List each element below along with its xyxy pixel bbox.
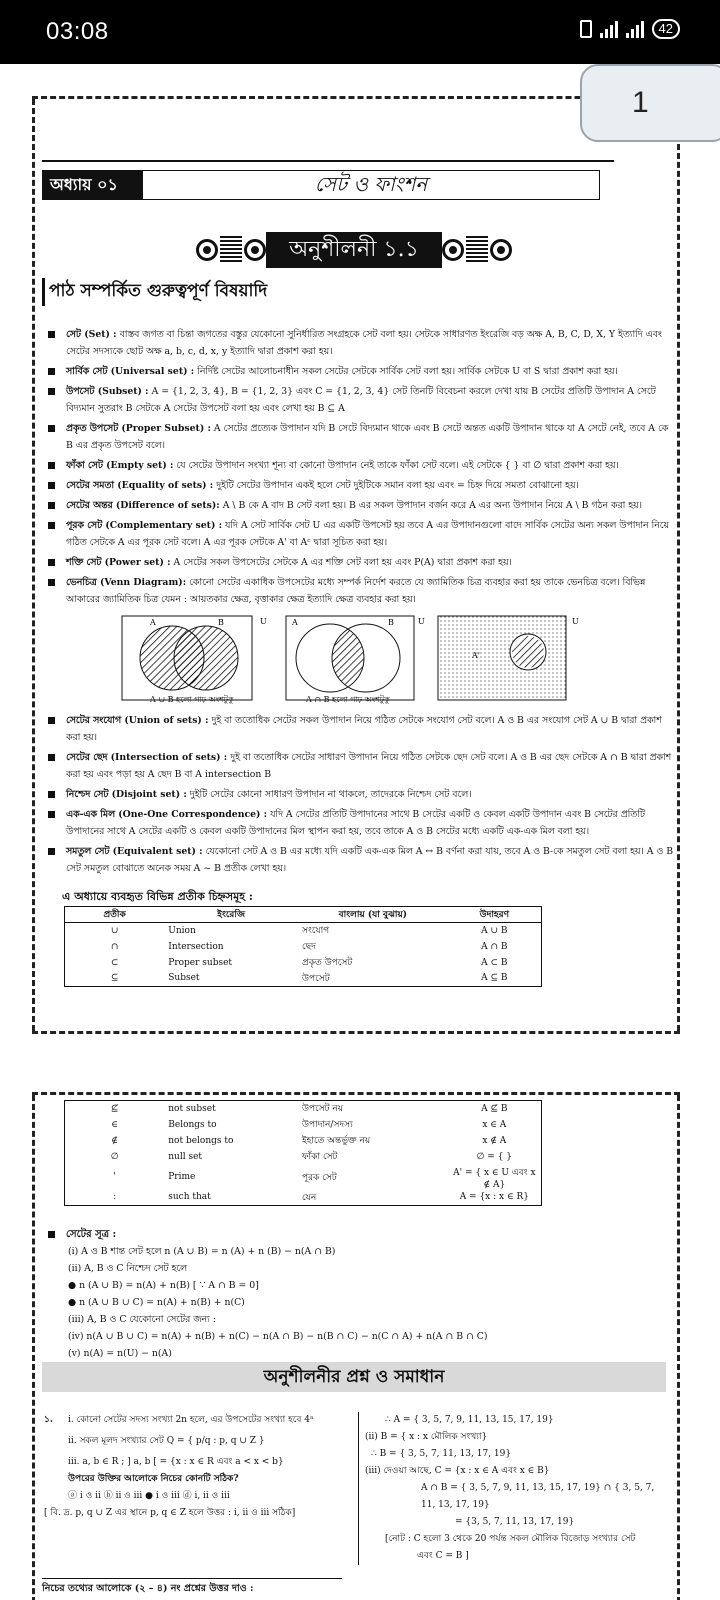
- formula-line: (iv) n(A ∪ B ∪ C) = n(A) + n(B) + n(C) − n(A ∩ B) − n(B ∩ C) − n(C ∩ A) + n(A ∩ B ∩ C): [68, 1331, 488, 1342]
- definition-item: সেটের সমতা (Equality of sets) : দুইটি সেটের উপাদান একই হলে সেট দুইটিকে সমান বলা হয় এবং = চিহ্ন দিয়ে সমতা বোঝানো হয়।: [42, 477, 678, 494]
- definitions-list-2: [42, 712, 678, 880]
- solution-line: (ii) B = { x : x মৌলিক সংখ্যা}: [365, 1432, 488, 1442]
- question-line: iii. a, b ∈ R ; ] a, b [ = {x : x ∈ R এবং a < x < b}: [68, 1457, 284, 1467]
- signal-icon-2: [626, 20, 644, 38]
- banner-ornament-right: [442, 236, 512, 264]
- venn-complement-set-a: [512, 636, 544, 668]
- symbols-table: [64, 906, 542, 987]
- definition-item: সেট (Set) : বাস্তব জগত বা চিন্তা জগতের বস্তুর যেকোনো সুনির্ধারিত সংগ্রহকে সেট বলা হয়। সেটকে সাধারণত ইংরেজি বড় অক্ষ A, B, C, D, X, Y ইত্যাদি এবং সেটের সদস্যকে ছোট অক্ষ a, b, c, d, x, y ইত্যাদি দ্বারা প্রকাশ করা হয়।: [42, 326, 678, 360]
- battery-icon: 42: [652, 19, 680, 39]
- symbols-title: এ অধ্যায়ে ব্যবহৃত বিভিন্ন প্রতীক চিহ্নসমূহ :: [62, 890, 253, 903]
- definition-item: সেটের সংযোগ (Union of sets) : দুই বা ততোধিক সেটের সকল উপাদান নিয়ে গঠিত সেটকে সংযোগ সেট বলে। A ও B এর সংযোগ সেট A ∪ B দ্বারা প্রকাশ করা হয়।: [42, 712, 678, 746]
- definition-item: উপসেট (Subset) : A = {1, 2, 3, 4}, B = {1, 2, 3} এবং C = {1, 2, 3, 4} সেট তিনটি বিবেচনা করলে দেখা যায় B সেটের প্রতিটি উপাদান A সেটে বিদ্যমান সুতরাং B সেটকে A সেটের উপসেট বলা হয় এবং লেখা হয় B ⊆ A: [42, 383, 678, 417]
- formula-line: ● n (A ∪ B ∪ C) = n(A) + n(B) + n(C): [68, 1297, 245, 1308]
- question-line: ii. সকল মূলদ সংখ্যার সেট Q = { p/q : p, q ∪ Z }: [68, 1436, 265, 1446]
- venn-intersection-label-b: B: [388, 618, 394, 627]
- definition-item: পূরক সেট (Complementary set) : যদি A সেট সার্বিক সেট U এর একটি উপসেট হয় তবে A এর উপাদানগুলো বাদে সার্বিক সেটের অন্য সকল উপাদান নিয়ে গঠিত সেটকে A এর পূরক সেট বলে। A এর পূরক সেটকে A' বা Aᶜ দ্বারা সূচিত করা হয়।: [42, 517, 678, 551]
- venn-union-set-b: [174, 626, 238, 690]
- table-row: ∅ null set ফাঁকা সেট ∅ = { }: [110, 1151, 513, 1162]
- table-row: ∪ Union সংযোগ A ∪ B: [110, 925, 508, 937]
- venn-complement-label: A': [472, 651, 480, 660]
- solution-line: ∴ B = { 3, 5, 7, 11, 13, 17, 19}: [371, 1449, 512, 1459]
- banner-ornament-left: [196, 236, 266, 264]
- question-number: ১.: [44, 1415, 53, 1425]
- table-row: ' Prime পূরক সেট A' = { x ∈ U এবং x ∉ A}: [113, 1167, 536, 1190]
- table-header: বাংলায় (যা বুঝায়): [298, 907, 448, 923]
- qa-heading: অনুশীলনীর প্রশ্ন ও সমাধান: [42, 1362, 666, 1392]
- table-header-row: [65, 907, 542, 923]
- venn-complement-label-u: U: [572, 617, 579, 626]
- definitions-list: [42, 326, 678, 611]
- definition-item: সেটের অন্তর (Difference of sets): A \ B কে A বাদ B সেট বলা হয়। B এর সকল উপাদান বর্জন করে A এর অন্য উপাদান নিয়ে A \ B গঠন করা হয়।: [42, 497, 678, 514]
- definition-item: সমতুল সেট (Equivalent set) : যেকোনো সেট A ও B এর মধ্যে যদি একটি এক-এক মিল A ↔ B বর্ণনা করা যায়, তবে A ও B-কে সমতুল সেট বলা হয়। A ও B সেট সমতুল বোঝাতে অনেক সময় A ~ B প্রতীক লেখা হয়।: [42, 843, 678, 877]
- definition-item: সার্বিক সেট (Universal set) : নির্দিষ্ট সেটের আলোচনাধীন সকল সেটের সেটকে সার্বিক সেট বলা হয়। সার্বিক সেটকে U বা S দ্বারা প্রকাশ করা হয়।: [42, 363, 678, 380]
- table-row: ⊈ not subset উপসেট নয় A ⊈ B: [110, 1103, 508, 1115]
- solution-line: A ∩ B = { 3, 5, 7, 9, 11, 13, 15, 17, 19} ∩ { 3, 5, 7, 11, 13, 17, 19}: [421, 1483, 655, 1510]
- definition-item: সেটের ছেদ (Intersection of sets) : দুই বা ততোধিক সেটের সাধারণ উপাদান নিয়ে গঠিত সেটকে ছেদ সেট বলে। A ও B এর ছেদ সেটকে A ∩ B দ্বারা প্রকাশ করা হয় এবং পড়া হয় A ছেদ B বা A intersection B: [42, 749, 678, 783]
- table-row: ⊆ Subset উপসেট A ⊆ B: [110, 973, 508, 984]
- solution-line: = {3, 5, 7, 11, 13, 17, 19}: [455, 1517, 575, 1527]
- answer-options: ⓐ i ও ii ⓑ ii ও iii ● i ও iii ⓓ i, ii ও iii: [68, 1491, 230, 1501]
- definition-item: ভেনচিত্র (Venn Diagram): কোনো সেটের একাধিক উপসেটের মধ্যে সম্পর্ক নির্দেশ করতে যে জ্যামিতিক চিত্র ব্যবহার করা হয় তাকে ভেনচিত্র বলে। বিভিন্ন আকারের জ্যামিতিক চিত্র যেমন : আয়তকার ক্ষেত্র, বৃত্তাকার ক্ষেত্র ইত্যাদি ক্ষেত্র ব্যবহার করা হয়।: [42, 574, 678, 608]
- chapter-title: সেট ও ফাংশন: [142, 170, 600, 200]
- venn-intersection-label-u: U: [418, 617, 425, 626]
- definition-item: শক্তি সেট (Power set) : A সেটের সকল উপসেটের সেটকে A এর শক্তি সেট বলা হয় এবং P(A) দ্বারা প্রকাশ করা হয়।: [42, 554, 678, 571]
- status-icons: [580, 19, 680, 39]
- question-note: [ বি. দ্র. p, q ∪ Z এর স্থানে p, q ∈ Z হলে উত্তর : i, ii ও iii সঠিক]: [44, 1508, 296, 1518]
- table-header: ইংরেজি: [164, 907, 298, 923]
- venn-caption-union: A ∪ B হলো গাঢ় অংশটুকু: [150, 695, 234, 704]
- chapter-header: [42, 160, 614, 198]
- question-block: [40, 1412, 356, 1522]
- definition-item: প্রকৃত উপসেট (Proper Subset) : A সেটের প্রত্যেক উপাদান যদি B সেটে বিদ্যমান থাকে এবং B সেটে অন্তত একটি উপাদান থাকে যা A সেটে নেই, তবে A কে B এর প্রকৃত উপসেট বলে।: [42, 420, 678, 454]
- definition-item: এক-এক মিল (One-One Correspondence) : যদি A সেটের প্রতিটি উপাদানের সাথে B সেটের একটি ও কেবল একটি উপাদান এবং B সেটের প্রতিটি উপাদানের সাথে A সেটের একটি ও কেবল একটি উপাদানের মিল স্থাপন করা হয়, তবে তাকে A ও B সেটের মধ্যে একটি এক-এক মিল বলা হয়।: [42, 806, 678, 840]
- solution-note: এবং C = B ]: [417, 1551, 469, 1561]
- formula-heading: সেটের সূত্র :: [42, 1226, 662, 1243]
- solution-line: ∴ A = { 3, 5, 7, 9, 11, 13, 15, 17, 19}: [385, 1415, 554, 1425]
- table-header: প্রতীক: [65, 907, 165, 923]
- solution-line: (iii) দেওয়া আছে, C = {x : x ∈ A এবং x ∈ B}: [365, 1466, 550, 1476]
- table-row: ∉ not belongs to ইহাতে অন্তর্ভুক্ত নয় x ∉ A: [111, 1135, 507, 1146]
- definition-item: ফাঁকা সেট (Empty set) : যে সেটের উপাদান সংখ্যা শূন্য বা কোনো উপাদান নেই তাকে ফাঁকা সেট বলে। এই সেটকে { } বা ∅ দ্বারা প্রকাশ করা হয়।: [42, 457, 678, 474]
- formula-line: (iii) A, B ও C যেকোনো সেটের জন্য :: [68, 1314, 216, 1325]
- set-formulas: [42, 1226, 662, 1362]
- next-questions-note: নিচের তথ্যের আলোকে (২ – ৪) নং প্রশ্নের উত্তর দাও :: [42, 1578, 342, 1597]
- venn-union-label-a: A: [150, 618, 156, 627]
- formula-line: ● n (A ∪ B) = n(A) + n(B) [ ∵ A ∩ B = 0]: [68, 1280, 259, 1291]
- exercise-banner: [196, 232, 512, 268]
- chapter-label: অধ্যায় ০১: [42, 170, 142, 200]
- formula-line: (i) A ও B শান্ত সেট হলে n (A ∪ B) = n (A) + n (B) − n(A ∩ B): [68, 1246, 336, 1257]
- signal-icon: [600, 20, 618, 38]
- vibrate-icon: [580, 20, 592, 38]
- section-heading: পাঠ সম্পর্কিত গুরুত্বপূর্ণ বিষয়াদি: [42, 278, 267, 306]
- table-row: : such that যেন A = {x : x ∈ R}: [113, 1192, 529, 1203]
- venn-diagrams: [120, 612, 590, 704]
- formula-line: (v) n(A) = n(U) − n(A): [68, 1348, 172, 1359]
- status-time: 03:08: [46, 18, 109, 45]
- question-line: উপরের উক্তির আলোকে নিচের কোনটি সঠিক?: [68, 1474, 239, 1484]
- table-row: ∩ Intersection ছেদ A ∩ B: [110, 941, 508, 952]
- solution-note: [নোট : C হলো 3 থেকে 20 পর্যন্ত সকল মৌলিক বিজোড় সংখ্যার সেট: [385, 1534, 636, 1544]
- formula-line: (ii) A, B ও C নিশ্চেদ সেট হলে: [68, 1263, 188, 1274]
- page-number: 1: [632, 86, 649, 119]
- page-number-badge: [580, 64, 720, 142]
- solution-block: [358, 1412, 670, 1565]
- status-bar: [0, 0, 720, 64]
- question-line: i. কোনো সেটের সদস্য সংখ্যা 2n হলে, এর উপসেটের সংখ্যা হবে 4ⁿ: [68, 1415, 314, 1425]
- exercise-title: অনুশীলনী ১.১: [266, 232, 442, 268]
- venn-caption-intersection: A ∩ B হলো গাঢ় অংশটুকু: [306, 695, 390, 704]
- venn-union-label-u: U: [260, 617, 267, 626]
- venn-union-label-b: B: [218, 618, 224, 627]
- symbols-table-continued: [64, 1100, 542, 1206]
- venn-complement-universe: [438, 616, 566, 700]
- table-row: ∈ Belongs to উপাদান/সদস্য x ∈ A: [111, 1119, 507, 1130]
- table-row: ⊂ Proper subset প্রকৃত উপসেট A ⊂ B: [110, 957, 508, 968]
- venn-intersection-label-a: A: [292, 618, 298, 627]
- definition-item: নিশ্চেদ সেট (Disjoint set) : দুইটি সেটের কোনো সাধারণ উপাদান না থাকলে, তাদেরকে নিশ্চেদ সেট বলে।: [42, 786, 678, 803]
- table-header: উদাহরণ: [448, 907, 542, 923]
